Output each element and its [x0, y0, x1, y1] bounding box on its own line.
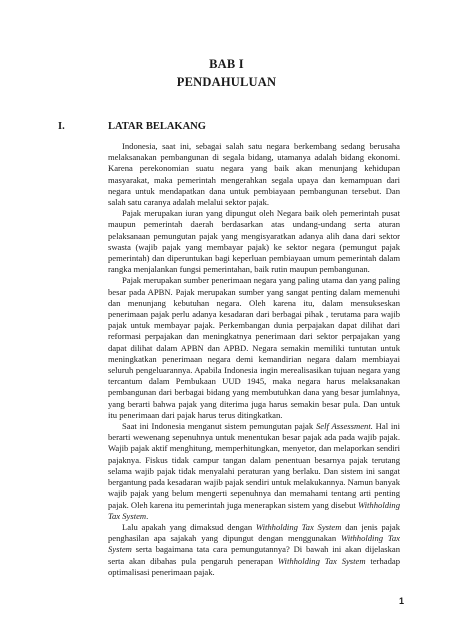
term-withholding-tax-system: Withholding Tax System: [277, 555, 366, 566]
term-withholding-tax-system: Withholding Tax System: [108, 499, 400, 521]
paragraph-5-text: serta bagaimana tata cara pemungutannya? Di bawah ini akan dijelaskan serta akan dibahas pula pengaruh penerapan: [108, 544, 400, 566]
paragraph-4-text: Saat ini Indonesia menganut sistem pemungutan pajak: [122, 421, 316, 432]
term-self-assessment: Self Assessment.: [316, 421, 373, 432]
body-text: [108, 141, 400, 578]
paragraph-5-text: terhadap optimalisasi penerimaan pajak.: [108, 555, 400, 577]
paragraph-4: [108, 421, 400, 522]
section-title: LATAR BELAKANG: [108, 121, 206, 132]
paragraph-1: Indonesia, saat ini, sebagai salah satu negara berkembang sedang berusaha melaksanakan pembangunan di segala bidang, utamanya adalah bidang ekonomi. Karena perekonomian suatu negara yang baik akan menunjang kehidupan masyarakat, maka pemerintah mengerahkan segala upaya dan kemampuan dari negara untuk mendapatkan dana untuk pembiayaan pembangunan tersebut. Dan salah satu caranya adalah melalui sektor pajak.: [108, 141, 400, 208]
paragraph-5: [108, 522, 400, 578]
paragraph-2: Pajak merupakan iuran yang dipungut oleh Negara baik oleh pemerintah pusat maupun pemerintah daerah berdasarkan atas undang-undang serta aturan pelaksanaan pemungutan pajak yang mengisyaratkan adanya alih dana dari sektor swasta (wajib pajak yang membayar pajak) ke sektor negara (pemungut pajak pemerintah) dan diperuntukan bagi keperluan pembiayaan umum pemerintah dalam rangka menjalankan fungsi pemerintahan, baik rutin maupun pembangunan.: [108, 208, 400, 275]
paragraph-5-text: Lalu apakah yang dimaksud dengan: [122, 521, 256, 532]
paragraph-5-text: dan jenis pajak penghasilan apa sajakah yang dipungut dengan menggunakan: [108, 521, 400, 544]
term-withholding-tax-system: Withholding Tax System: [108, 533, 400, 555]
term-withholding-tax-system: Withholding Tax System: [255, 521, 342, 532]
paragraph-4-text: .: [146, 510, 149, 521]
chapter-title: PENDAHULUAN: [176, 75, 277, 89]
page-number: 1: [398, 596, 404, 606]
chapter-label: BAB I: [209, 57, 244, 71]
paragraph-3: Pajak merupakan sumber penerimaan negara yang paling utama dan yang paling besar pada APBN. Pajak merupakan sumber yang sangat penting dalam memenuhi dan menunjang kebutuhan negara. Oleh karena itu, dalam mensukseskan penerimaan pajak perlu adanya kesadaran dari berbagai pihak , terutama para wajib pajak untuk membayar pajak. Perkembangan dunia perpajakan dapat dilihat dari reformasi perpajakan dan meningkatnya penerimaan dari sektor perpajakan yang dapat dilihat dalam APBN dan APBD. Negara semakin memiliki tuntutan untuk meningkatkan penerimaan negara demi kemandirian negara dalam membiayai seluruh pengeluarannya. Apabila Indonesia ingin merealisasikan tujuan negara yang tercantum dalam Pembukaan UUD 1945, maka negara harus melaksanakan pembangunan dari berbagai bidang yang membutuhkan dana yang besar jumlahnya, yang berarti bahwa pajak yang diterima juga harus semakin besar pula. Dan untuk itu penerimaan dari pajak harus terus ditingkatkan.: [108, 275, 400, 420]
section-heading: [58, 121, 398, 132]
section-number: I.: [58, 121, 65, 132]
paragraph-4-text: Hal ini berarti wewenang sepenuhnya untuk menentukan besar pajak ada pada wajib pajak. Wajib pajak aktif menghitung, memperhitungkan, menyetor, dan melaporkan sendiri pajaknya. Fiskus tidak campur tangan dalam penentuan besarnya pajak terutang selama wajib pajak tidak menyalahi peraturan yang berlaku. Dan sistem ini sangat bergantung pada kesadaran wajib pajak sendiri untuk melakukannya. Namun banyak wajib pajak yang belum mengerti sepenuhnya dan memahami tentang arti penting pajak. Oleh karena itu pemerintah juga menerapkan sistem yang disebut: [108, 421, 400, 510]
